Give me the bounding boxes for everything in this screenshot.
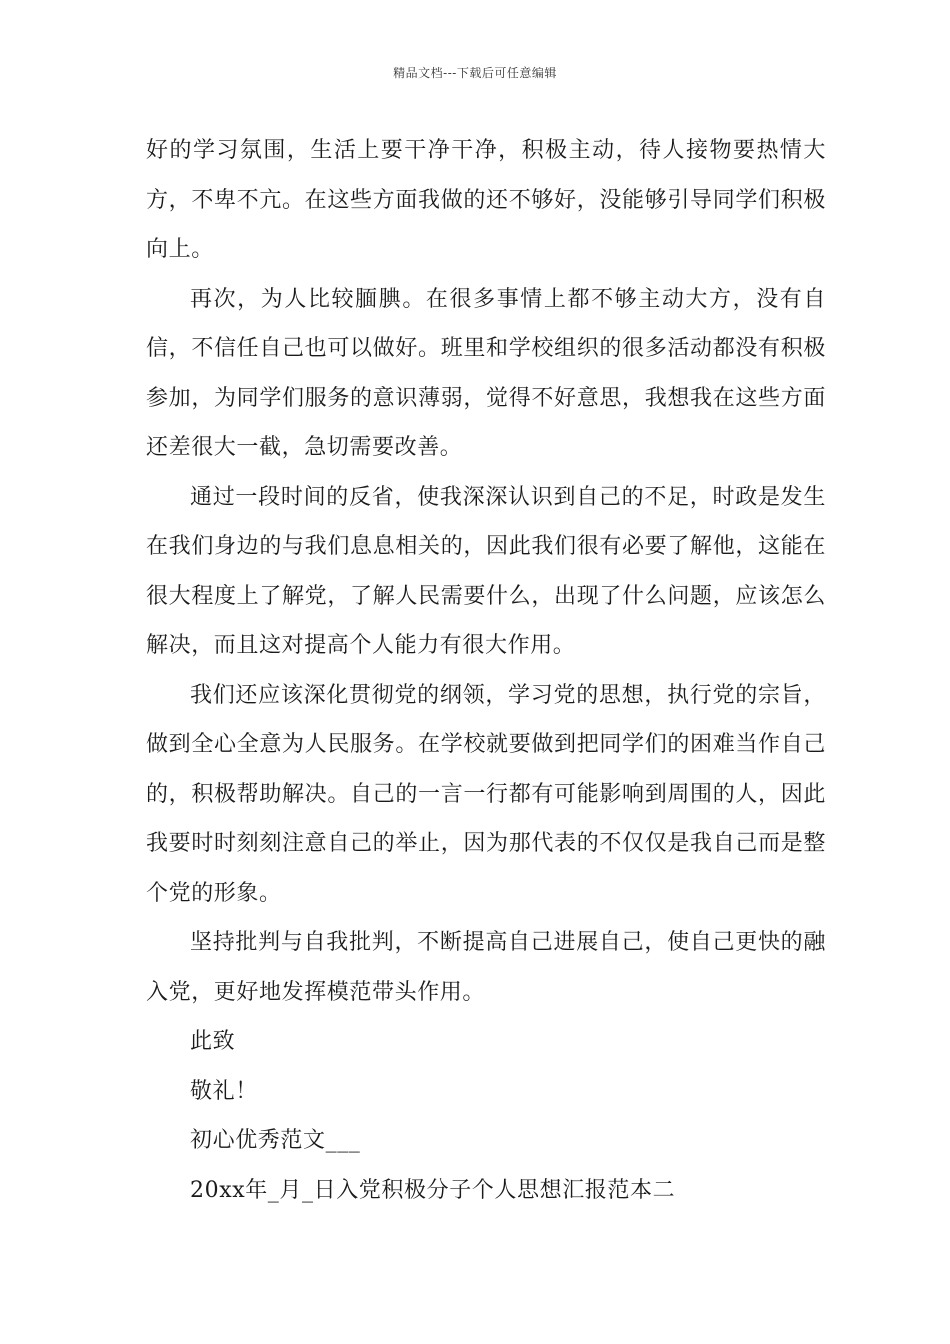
closing-regards: 敬礼！ xyxy=(190,1078,258,1104)
paragraph-party-principles: 我们还应该深化贯彻党的纲领，学习党的思想，执行党的宗旨，做到全心全意为人民服务。在学校就要做到把同学们的困难当作自己的，积极帮助解决。自己的一言一行都有可能影响到周围的人，因此我要时时刻刻注意自己的举止，因为那代表的不仅仅是我自己而是整个党的形象。 xyxy=(146,682,826,906)
paragraph-reflection: 通过一段时间的反省，使我深深认识到自己的不足，时政是发生在我们身边的与我们息息相关的，因此我们很有必要了解他，这能在很大程度上了解党，了解人民需要什么，出现了什么问题，应该怎么解决，而且这对提高个人能力有很大作用。 xyxy=(146,484,826,658)
paragraph-self-criticism: 坚持批判与自我批判，不断提高自己进展自己，使自己更快的融入党，更好地发挥模范带头作用。 xyxy=(146,930,826,1005)
document-body xyxy=(146,126,826,1215)
next-section-title: 20xx年_月_日入党积极分子个人思想汇报范本二 xyxy=(190,1177,676,1203)
paragraph-continued: 好的学习氛围，生活上要干净干净，积极主动，待人接物要热情大方，不卑不亢。在这些方面我做的还不够好，没能够引导同学们积极向上。 xyxy=(146,138,826,262)
paragraph-shyness: 再次，为人比较腼腆。在很多事情上都不够主动大方，没有自信，不信任自己也可以做好。班里和学校组织的很多活动都没有积极参加，为同学们服务的意识薄弱，觉得不好意思，我想我在这些方面还差很大一截，急切需要改善。 xyxy=(146,286,826,460)
closing-salutation: 此致 xyxy=(190,1029,236,1054)
closing-signature: 初心优秀范文___ xyxy=(190,1128,361,1153)
page-header: 精品文档---下载后可任意编辑 xyxy=(393,66,557,80)
